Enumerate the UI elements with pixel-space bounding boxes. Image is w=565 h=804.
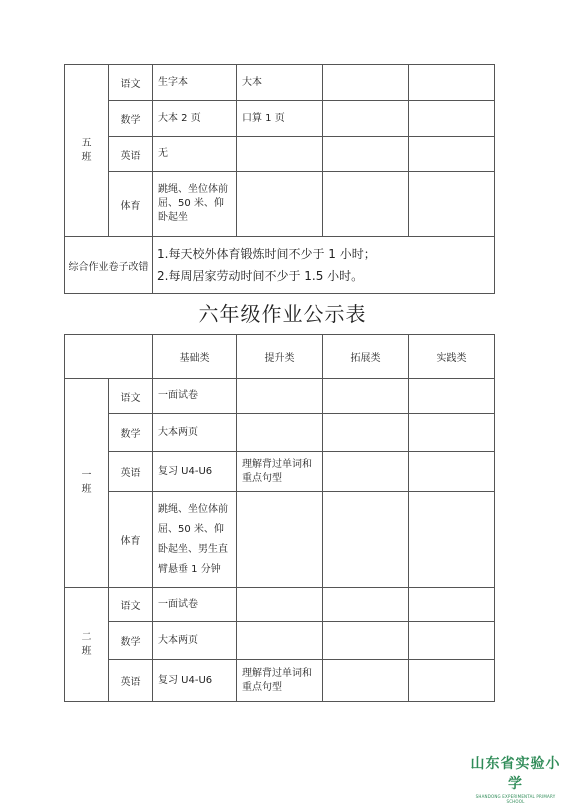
improve-cell: 理解背过单词和 重点句型: [237, 660, 323, 702]
grade6-homework-table: [64, 334, 495, 702]
basic-cell: 大本两页: [153, 414, 237, 452]
extend-cell: [323, 414, 409, 452]
practice-cell: [409, 492, 495, 588]
subject-cell: 数学: [109, 622, 153, 660]
page-title: 六年级作业公示表: [198, 302, 367, 326]
basic-cell: 复习 U4-U6: [153, 452, 237, 492]
summary-content: 1.每天校外体育锻炼时间不少于 1 小时； 2.每周居家劳动时间不少于 1.5 小时。: [153, 237, 495, 294]
summary-label: 综合作业卷子改错: [65, 237, 153, 294]
extend-cell: [323, 588, 409, 622]
practice-cell: [409, 101, 495, 137]
class-name-cell: 五 班: [65, 65, 109, 237]
basic-cell: 无: [153, 137, 237, 172]
subject-cell: 语文: [109, 588, 153, 622]
improve-cell: [237, 172, 323, 237]
improve-cell: [237, 379, 323, 414]
class-name-cell: 一 班: [65, 379, 109, 588]
basic-cell: 大本 2 页: [153, 101, 237, 137]
header-extend: 拓展类: [323, 335, 409, 379]
extend-cell: [323, 137, 409, 172]
class-name-cell: 二 班: [65, 588, 109, 702]
basic-cell: 大本两页: [153, 622, 237, 660]
improve-cell: 理解背过单词和 重点句型: [237, 452, 323, 492]
extend-cell: [323, 65, 409, 101]
subject-cell: 数学: [109, 414, 153, 452]
improve-cell: [237, 414, 323, 452]
practice-cell: [409, 414, 495, 452]
subject-cell: 英语: [109, 452, 153, 492]
extend-cell: [323, 622, 409, 660]
header-basic: 基础类: [153, 335, 237, 379]
improve-cell: 大本: [237, 65, 323, 101]
practice-cell: [409, 137, 495, 172]
extend-cell: [323, 101, 409, 137]
subject-cell: 数学: [109, 101, 153, 137]
subject-cell: 体育: [109, 492, 153, 588]
subject-cell: 英语: [109, 660, 153, 702]
class-5-homework-table: [64, 64, 495, 294]
extend-cell: [323, 492, 409, 588]
practice-cell: [409, 622, 495, 660]
practice-cell: [409, 588, 495, 622]
improve-cell: [237, 492, 323, 588]
extend-cell: [323, 172, 409, 237]
subject-cell: 英语: [109, 137, 153, 172]
practice-cell: [409, 172, 495, 237]
basic-cell: 跳绳、坐位体前 屈、50 米、仰 卧起坐、男生直 臂悬垂 1 分钟: [153, 492, 237, 588]
practice-cell: [409, 452, 495, 492]
basic-cell: 跳绳、坐位体前 屈、50 米、仰 卧起坐: [153, 172, 237, 237]
practice-cell: [409, 379, 495, 414]
basic-cell: 一面试卷: [153, 379, 237, 414]
extend-cell: [323, 660, 409, 702]
basic-cell: 一面试卷: [153, 588, 237, 622]
basic-cell: 复习 U4-U6: [153, 660, 237, 702]
header-improve: 提升类: [237, 335, 323, 379]
improve-cell: [237, 622, 323, 660]
practice-cell: [409, 65, 495, 101]
school-logo-name: 山东省实验小学: [470, 756, 561, 792]
subject-cell: 体育: [109, 172, 153, 237]
subject-cell: 语文: [109, 65, 153, 101]
improve-cell: [237, 588, 323, 622]
school-logo-subtitle: SHANDONG EXPERIMENTAL PRIMARY SCHOOL: [475, 794, 556, 804]
basic-cell: 生字本: [153, 65, 237, 101]
practice-cell: [409, 660, 495, 702]
extend-cell: [323, 452, 409, 492]
school-logo: [468, 753, 563, 804]
improve-cell: 口算 1 页: [237, 101, 323, 137]
header-blank-cell: [65, 335, 153, 379]
subject-cell: 语文: [109, 379, 153, 414]
improve-cell: [237, 137, 323, 172]
extend-cell: [323, 379, 409, 414]
header-practice: 实践类: [409, 335, 495, 379]
